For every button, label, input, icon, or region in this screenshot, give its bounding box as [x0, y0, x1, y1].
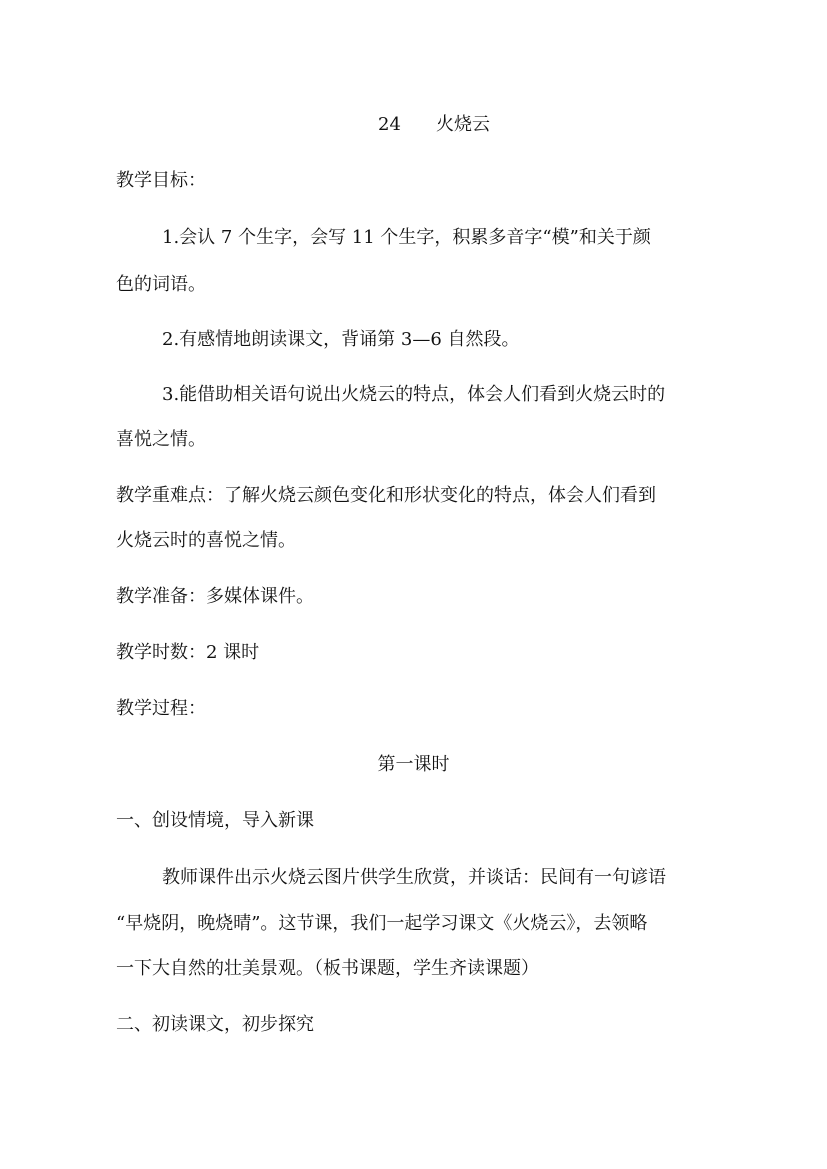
section-1-paragraph-line-3: 一下大自然的壮美景观。（板书课题，学生齐读课题） [116, 958, 539, 979]
teaching-preparation: 教学准备：多媒体课件。 [116, 586, 314, 607]
lesson-title: 火烧云 [436, 114, 490, 135]
goal-3-line-1: 3.能借助相关语句说出火烧云的特点，体会人们看到火烧云时的 [162, 384, 666, 405]
goal-3-line-2: 喜悦之情。 [116, 429, 206, 450]
section-1-paragraph-line-1: 教师课件出示火烧云图片供学生欣赏，并谈话：民间有一句谚语 [162, 867, 666, 888]
section-1-paragraph-line-2: “早烧阴，晚烧晴”。这节课，我们一起学习课文《火烧云》，去领略 [116, 913, 648, 934]
goal-1-line-1: 1.会认 7 个生字，会写 11 个生字，积累多音字“模”和关于颜 [162, 227, 651, 248]
teaching-hours: 教学时数：2 课时 [116, 642, 260, 663]
section-2-heading: 二、初读课文，初步探究 [116, 1014, 314, 1035]
goal-2: 2.有感情地朗读课文，背诵第 3—6 自然段。 [162, 329, 520, 350]
first-lesson-heading: 第一课时 [377, 754, 450, 775]
goal-1-line-2: 色的词语。 [116, 274, 206, 295]
teaching-process-heading: 教学过程： [116, 698, 206, 719]
lesson-number: 24 [378, 114, 401, 135]
section-1-heading: 一、创设情境，导入新课 [116, 810, 314, 831]
teaching-goals-heading: 教学目标： [116, 170, 206, 191]
key-points-line-1: 教学重难点：了解火烧云颜色变化和形状变化的特点，体会人们看到 [116, 485, 656, 506]
key-points-line-2: 火烧云时的喜悦之情。 [116, 530, 296, 551]
